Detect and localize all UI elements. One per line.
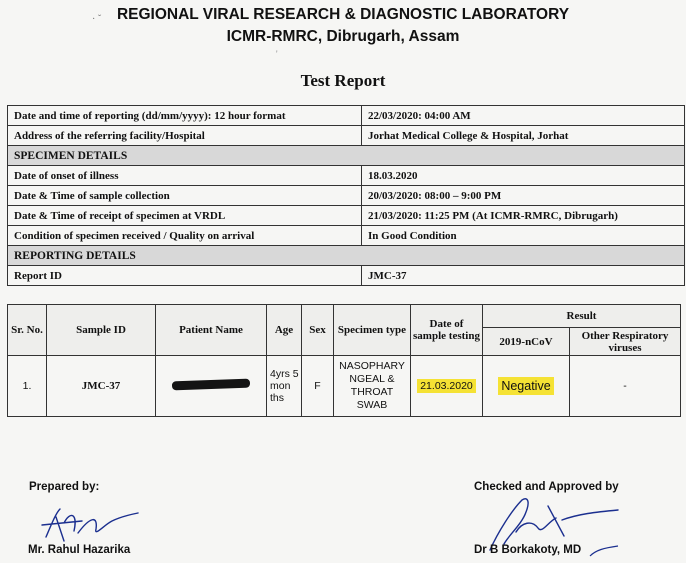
reporting-time-label: Date and time of reporting (dd/mm/yyyy): 12 hour format (8, 106, 362, 126)
results-header-row (8, 305, 681, 328)
col-sr-header: Sr. No. (8, 305, 47, 356)
scan-mark: ' (276, 49, 278, 59)
cell-other: - (570, 356, 681, 417)
lab-name-heading: REGIONAL VIRAL RESEARCH & DIAGNOSTIC LABORATORY (116, 6, 570, 23)
condition-label: Condition of specimen received / Quality on arrival (8, 226, 362, 246)
result-highlight: Negative (498, 377, 553, 395)
condition-row (8, 226, 685, 246)
cell-specimen: NASOPHARY NGEAL & THROAT SWAB (334, 356, 411, 417)
approved-by-label: Checked and Approved by (474, 481, 619, 493)
preparer-name: Mr. Rahul Hazarika (28, 544, 131, 556)
col-specimen-header: Specimen type (334, 305, 411, 356)
reporting-time-value: 22/03/2020: 04:00 AM (362, 106, 685, 126)
preparer-signature (38, 503, 148, 547)
reporting-section-heading: REPORTING DETAILS (8, 246, 685, 266)
collection-label: Date & Time of sample collection (8, 186, 362, 206)
date-highlight: 21.03.2020 (417, 379, 476, 393)
receipt-label: Date & Time of receipt of specimen at VRDL (8, 206, 362, 226)
cell-sample-id: JMC-37 (47, 356, 156, 417)
collection-row (8, 186, 685, 206)
cell-sex: F (302, 356, 334, 417)
col-sex-header: Sex (302, 305, 334, 356)
receipt-value: 21/03/2020: 11:25 PM (At ICMR-RMRC, Dibrugarh) (362, 206, 685, 226)
report-id-label: Report ID (8, 266, 362, 286)
reporting-time-row (8, 106, 685, 126)
facility-label: Address of the referring facility/Hospital (8, 126, 362, 146)
cell-date (411, 356, 483, 417)
facility-row (8, 126, 685, 146)
col-result-header: Result (483, 305, 681, 328)
cell-age: 4yrs 5 mon ths (267, 356, 302, 417)
onset-label: Date of onset of illness (8, 166, 362, 186)
col-age-header: Age (267, 305, 302, 356)
reporting-section-row (8, 246, 685, 266)
specimen-section-heading: SPECIMEN DETAILS (8, 146, 685, 166)
collection-value: 20/03/2020: 08:00 – 9:00 PM (362, 186, 685, 206)
col-date-header: Date of sample testing (411, 305, 483, 356)
results-table (7, 304, 681, 417)
details-table (7, 105, 685, 286)
col-patient-header: Patient Name (156, 305, 267, 356)
condition-value: In Good Condition (362, 226, 685, 246)
specimen-section-row (8, 146, 685, 166)
onset-row (8, 166, 685, 186)
scan-mark: · ˇ (92, 14, 102, 25)
receipt-row (8, 206, 685, 226)
results-row (8, 356, 681, 417)
report-id-row (8, 266, 685, 286)
prepared-by-label: Prepared by: (29, 481, 100, 493)
redacted-name-mark (172, 379, 250, 391)
cell-ncov (483, 356, 570, 417)
facility-value: Jorhat Medical College & Hospital, Jorhat (362, 126, 685, 146)
onset-value: 18.03.2020 (362, 166, 685, 186)
cell-sr: 1. (8, 356, 47, 417)
approver-name: Dr B Borkakoty, MD (474, 544, 582, 556)
col-ncov-header: 2019-nCoV (483, 328, 570, 356)
signature-stroke (490, 499, 618, 550)
stamp-stroke (590, 546, 618, 556)
col-other-header: Other Respiratory viruses (570, 328, 681, 356)
signature-stroke (42, 509, 138, 541)
report-id-value: JMC-37 (362, 266, 685, 286)
lab-location-heading: ICMR-RMRC, Dibrugarh, Assam (226, 28, 460, 45)
cell-patient-name (156, 356, 267, 417)
col-sample-id-header: Sample ID (47, 305, 156, 356)
report-title: Test Report (300, 71, 386, 90)
